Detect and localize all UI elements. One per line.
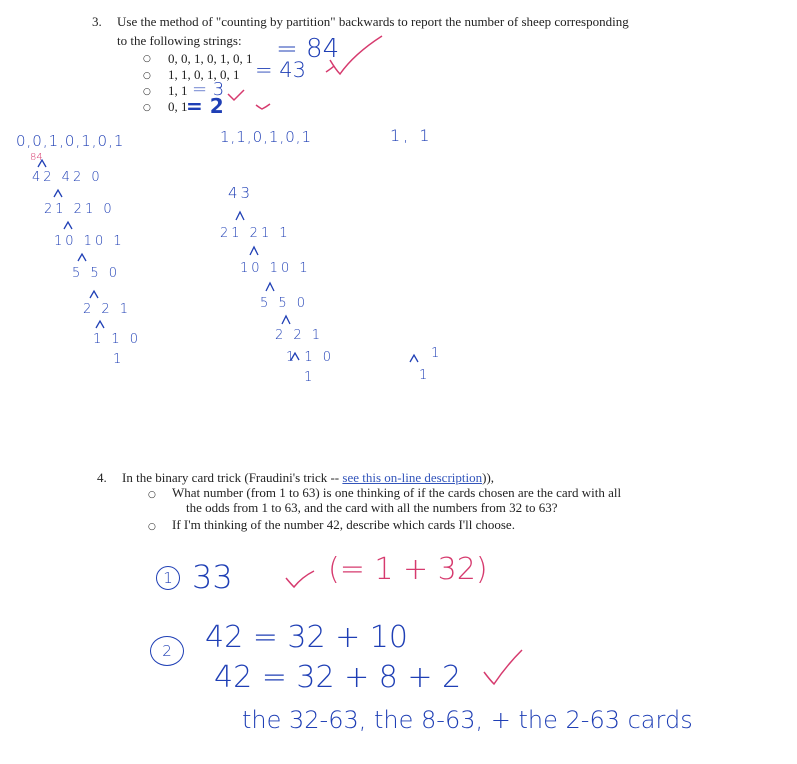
caret-icon (38, 160, 418, 362)
q4-intro (122, 470, 494, 486)
answer-2-line1: 42 = 32 + 10 (205, 620, 408, 655)
q3-answer-4: = 2 (186, 94, 224, 118)
online-description-link[interactable]: see this on-line description (342, 470, 483, 485)
tree2-row: 5 5 0 (260, 296, 309, 311)
tree3-row: 1 (419, 368, 431, 383)
q4-intro-text: In the binary card trick (Fraudini's trick -- (122, 470, 343, 485)
answer-1-note: (= 1 + 32) (328, 552, 488, 587)
answer-2-circle-label: 2 (150, 636, 184, 666)
q3-answer-1: = 84 (276, 34, 340, 64)
q3-string-1: 0, 0, 1, 0, 1, 0, 1 (168, 51, 253, 66)
tree1-row: 1 (113, 352, 125, 367)
q4-intro-end: )), (482, 470, 495, 485)
bullet-icon: ○ (148, 490, 156, 500)
q3-answer-3: = 3 (192, 79, 225, 100)
tree1-row: 1 1 0 (93, 332, 142, 347)
tree1-row: 2 2 1 (83, 302, 132, 317)
q3-string-3: 1, 1 (168, 83, 188, 98)
answer-1-circle-label: 1 (156, 566, 180, 590)
q4-part1-line1: What number (from 1 to 63) is one thinking of if the cards chosen are the card with all (172, 485, 622, 500)
tree1-row: 21 21 0 (44, 202, 115, 217)
tree2-row: 21 21 1 (220, 226, 291, 241)
bullet-icon: ○ (143, 54, 151, 64)
bullet-icon: ○ (143, 71, 151, 81)
tree2-row: 1 1 0 (286, 350, 335, 365)
tree2-row: 1 (304, 370, 316, 385)
answer-2-line2: 42 = 32 + 8 + 2 (214, 660, 462, 695)
q3-prompt-line1: Use the method of "counting by partition" backwards to report the number of sheep corresponding (117, 14, 629, 29)
q3-prompt-line2: to the following strings: (117, 33, 242, 48)
tree3-row: 1 (431, 346, 443, 361)
bullet-icon: ○ (143, 103, 151, 113)
answer-2-line3: the 32-63, the 8-63, + the 2-63 cards (242, 706, 693, 734)
q3-answer-2: = 43 (255, 58, 306, 82)
tree2-row: 43 (228, 184, 254, 202)
tree1-note: 84 (30, 152, 43, 163)
bullet-icon: ○ (148, 522, 156, 532)
tree2-row: 2 2 1 (275, 328, 324, 343)
tree1-row: 10 10 1 (54, 234, 125, 249)
bullet-icon: ○ (143, 87, 151, 97)
tree3-header: 1, 1 (390, 126, 433, 145)
q4-part1-line2: the odds from 1 to 63, and the card with all the numbers from 32 to 63? (186, 500, 558, 515)
q3-string-2: 1, 1, 0, 1, 0, 1 (168, 67, 240, 82)
tree1-header: 0,0,1,0,1,0,1 (16, 132, 125, 150)
tree1-row: 5 5 0 (72, 266, 121, 281)
q4-part2-line1: If I'm thinking of the number 42, describe which cards I'll choose. (172, 517, 515, 532)
tree2-row: 10 10 1 (240, 261, 311, 276)
q4-number: 4. (97, 470, 107, 485)
q3-number: 3. (92, 14, 102, 29)
answer-1-value: 33 (192, 558, 233, 596)
tree2-header: 1,1,0,1,0,1 (220, 128, 313, 146)
tree1-row: 42 42 0 (32, 170, 103, 185)
q3-string-4: 0, 1 (168, 99, 188, 114)
